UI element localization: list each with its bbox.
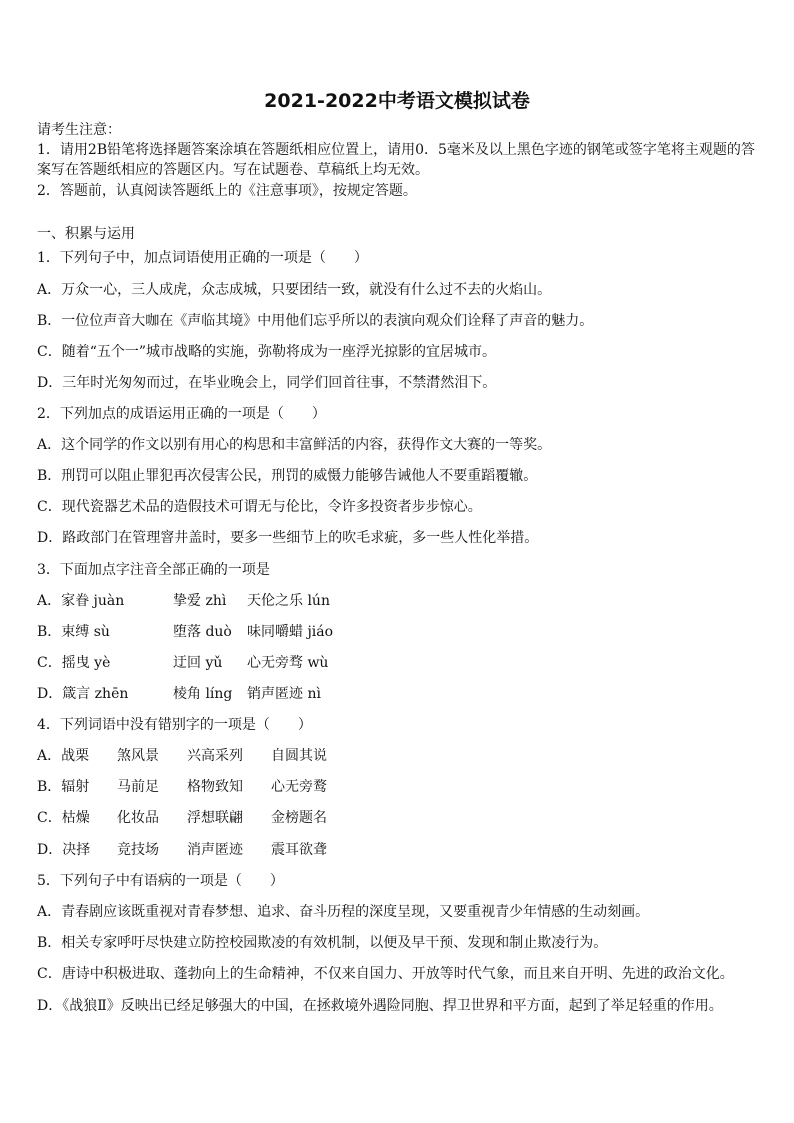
question-4-option-b: B．辐射 马前足 格物致知 心无旁鹜 [37,779,327,795]
question-1-option-b: B．一位位声音大咖在《声临其境》中用他们忘乎所以的表演向观众们诠释了声音的魅力。 [37,313,594,329]
question-5-option-c: C．唐诗中积极进取、蓬勃向上的生命精神，不仅来自国力、开放等时代气象，而且来自开明、先进的政治文化。 [37,966,734,982]
question-1-option-a: A．万众一心，三人成虎，众志成城，只要团结一致，就没有什么过不去的火焰山。 [37,282,552,298]
question-3-option-b: B．束缚 sù 堕落 duò 味同嚼蜡 jiáo [37,624,334,640]
section-heading: 一、积累与运用 [37,226,135,242]
notice-item-2: 2．答题前，认真阅读答题纸上的《注意事项》，按规定答题。 [37,183,417,199]
question-4-option-a: A．战栗 煞风景 兴高采列 自圆其说 [37,748,327,764]
question-4-stem: 4．下列词语中没有错别字的一项是（ ） [37,717,312,733]
question-2-option-d: D．路政部门在管理窨井盖时，要多一些细节上的吹毛求疵，多一些人性化举措。 [37,530,539,546]
notice-heading: 请考生注意： [37,122,121,138]
question-1-option-c: C．随着“五个一”城市战略的实施，弥勒将成为一座浮光掠影的宜居城市。 [37,344,497,360]
question-4-option-d: D．决择 竞技场 消声匿迹 震耳欲聋 [37,842,327,858]
notice-item-1-line-2: 案写在答题纸相应的答题区内。写在试题卷、草稿纸上均无效。 [37,162,429,178]
question-3-stem: 3．下面加点字注音全部正确的一项是 [37,562,270,578]
question-5-stem: 5．下列句子中有语病的一项是（ ） [37,873,284,889]
question-3-option-c: C．摇曳 yè 迂回 yǔ 心无旁骛 wù [37,655,329,671]
question-4-option-c: C．枯燥 化妆品 浮想联翩 金榜题名 [37,810,327,826]
question-5-option-d: D．《战狼Ⅱ》反映出已经足够强大的中国，在拯救境外遇险同胞、捍卫世界和平方面，起到了举足轻重的作用。 [37,998,723,1014]
question-2-option-b: B．刑罚可以阻止罪犯再次侵害公民，刑罚的威慑力能够告诫他人不要重蹈覆辙。 [37,468,538,484]
question-5-option-a: A．青春剧应该既重视对青春梦想、追求、奋斗历程的深度呈现，又要重视青少年情感的生动刻画。 [37,904,650,920]
question-2-option-a: A．这个同学的作文以别有用心的构思和丰富鲜活的内容，获得作文大赛的一等奖。 [37,437,552,453]
question-1-stem: 1．下列句子中，加点词语使用正确的一项是（ ） [37,250,368,266]
question-1-option-d: D．三年时光匆匆而过，在毕业晚会上，同学们回首往事，不禁潸然泪下。 [37,375,497,391]
page-title: 2021-2022中考语文模拟试卷 [264,90,530,112]
question-2-option-c: C．现代瓷器艺术品的造假技术可谓无与伦比，令许多投资者步步惊心。 [37,499,482,515]
question-3-option-a: A．家眷 juàn 挚爱 zhì 天伦之乐 lún [37,593,330,609]
question-3-option-d: D．箴言 zhēn 棱角 líng 销声匿迹 nì [37,686,321,702]
question-2-stem: 2．下列加点的成语运用正确的一项是（ ） [37,406,326,422]
question-5-option-b: B．相关专家呼吁尽快建立防控校园欺凌的有效机制，以便及早干预、发现和制止欺凌行为。 [37,935,608,951]
notice-item-1-line-1: 1．请用2B铅笔将选择题答案涂填在答题纸相应位置上，请用0．5毫米及以上黑色字迹的钢笔或签字笔将主观题的答 [37,142,755,158]
